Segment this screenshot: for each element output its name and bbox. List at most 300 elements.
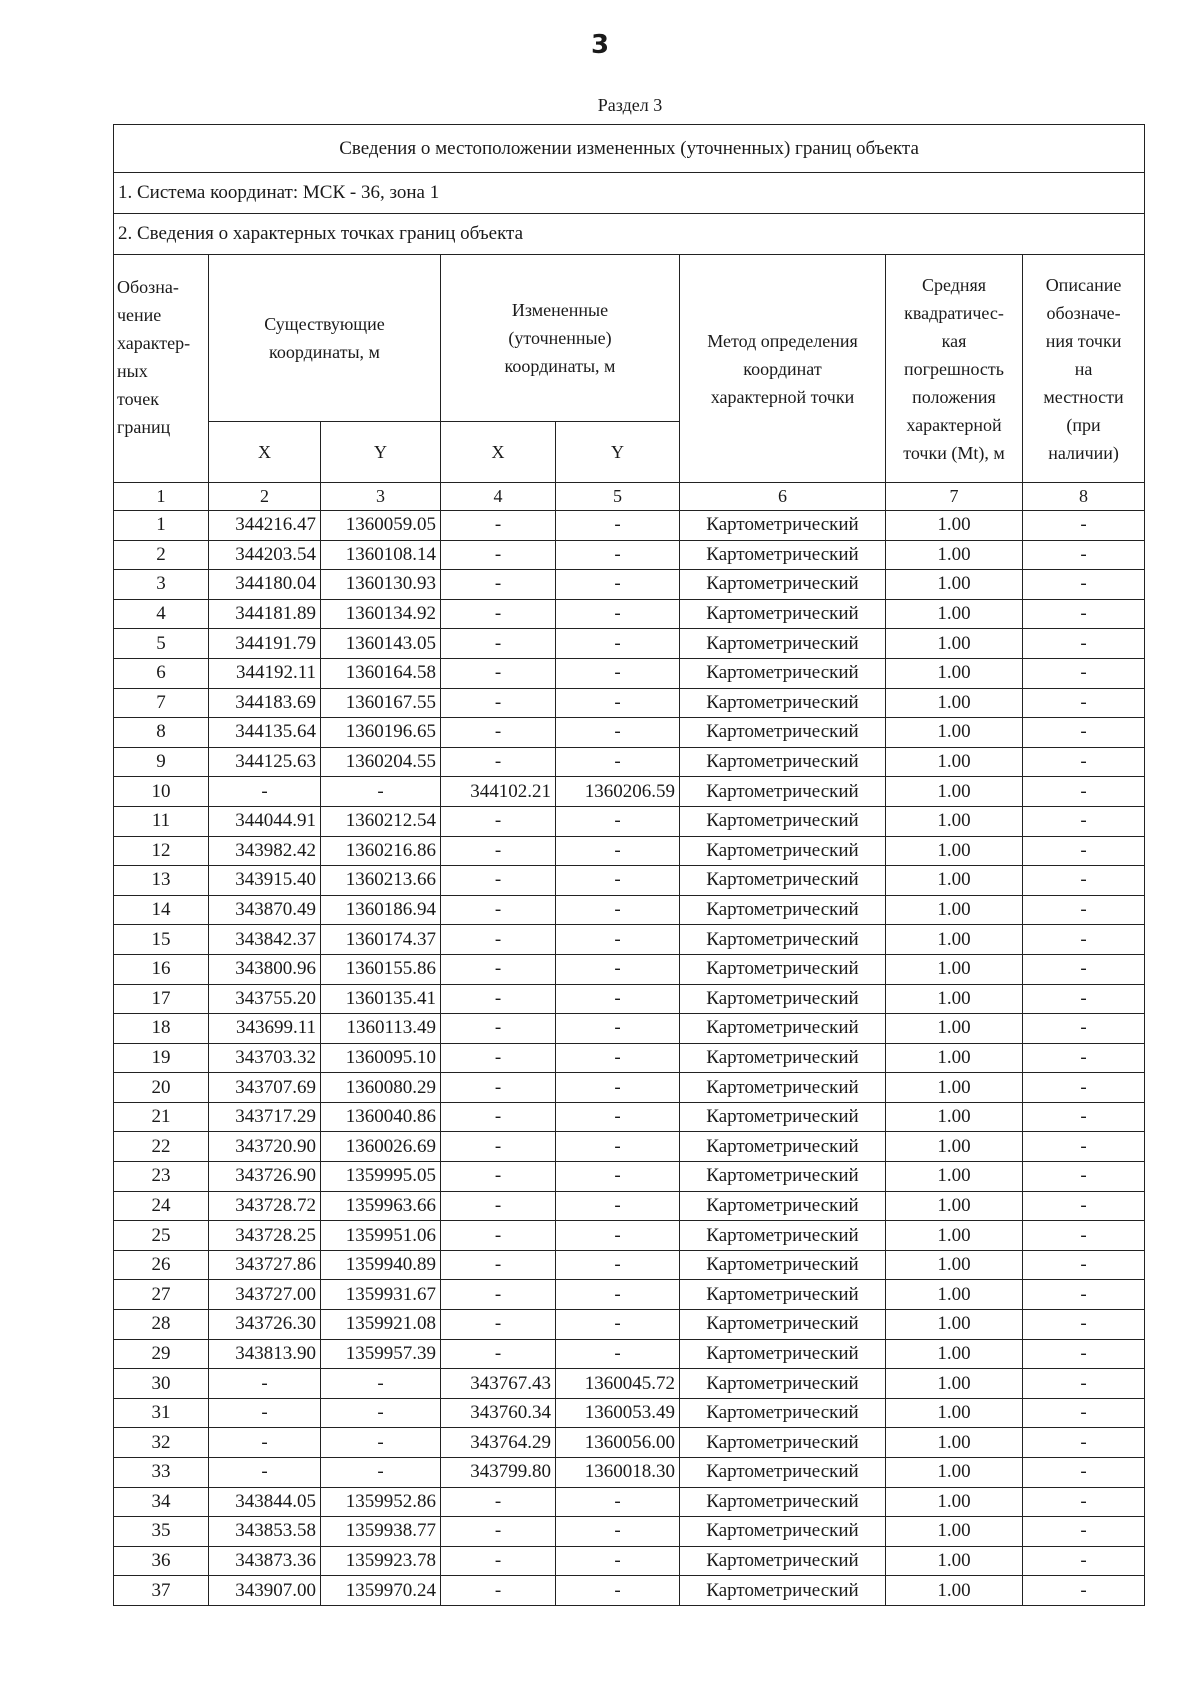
changed-y-cell: 1360206.59: [556, 777, 680, 807]
existing-y-cell: 1360113.49: [321, 1014, 441, 1044]
description-cell: -: [1023, 1280, 1145, 1310]
point-number-cell: 3: [114, 570, 209, 600]
changed-y-cell: -: [556, 540, 680, 570]
existing-y-cell: 1360059.05: [321, 511, 441, 541]
error-cell: 1.00: [886, 1310, 1023, 1340]
existing-y-cell: 1359938.77: [321, 1517, 441, 1547]
changed-y-cell: -: [556, 1310, 680, 1340]
description-cell: -: [1023, 1250, 1145, 1280]
changed-x-cell: -: [441, 806, 556, 836]
changed-x-cell: -: [441, 688, 556, 718]
header-description: Описание обозначе- ния точки на местности (при наличии): [1023, 255, 1145, 483]
table-row: [114, 866, 1145, 896]
changed-y-cell: 1360018.30: [556, 1458, 680, 1488]
description-cell: -: [1023, 1517, 1145, 1547]
point-number-cell: 9: [114, 747, 209, 777]
method-cell: Картометрический: [680, 1428, 886, 1458]
description-cell: -: [1023, 629, 1145, 659]
table-row: [114, 954, 1145, 984]
changed-y-cell: -: [556, 599, 680, 629]
header-existing-x: X: [209, 422, 321, 483]
changed-y-cell: -: [556, 1221, 680, 1251]
changed-x-cell: 344102.21: [441, 777, 556, 807]
changed-y-cell: -: [556, 1487, 680, 1517]
changed-x-cell: -: [441, 1576, 556, 1606]
existing-y-cell: 1360135.41: [321, 984, 441, 1014]
method-cell: Картометрический: [680, 1458, 886, 1488]
changed-x-cell: -: [441, 629, 556, 659]
method-cell: Картометрический: [680, 1221, 886, 1251]
error-cell: 1.00: [886, 1280, 1023, 1310]
header-changed-y: Y: [556, 422, 680, 483]
method-cell: Картометрический: [680, 1073, 886, 1103]
error-cell: 1.00: [886, 629, 1023, 659]
description-cell: -: [1023, 718, 1145, 748]
table-row: [114, 1517, 1145, 1547]
method-cell: Картометрический: [680, 1310, 886, 1340]
existing-x-cell: 344044.91: [209, 806, 321, 836]
existing-y-cell: 1360213.66: [321, 866, 441, 896]
existing-x-cell: 343728.25: [209, 1221, 321, 1251]
column-number: 4: [441, 483, 556, 511]
table-row: [114, 1339, 1145, 1369]
table-row: [114, 1280, 1145, 1310]
existing-y-cell: 1360212.54: [321, 806, 441, 836]
method-cell: Картометрический: [680, 511, 886, 541]
table-row: [114, 1310, 1145, 1340]
changed-x-cell: -: [441, 1073, 556, 1103]
point-number-cell: 31: [114, 1398, 209, 1428]
method-cell: Картометрический: [680, 984, 886, 1014]
table-row: [114, 1428, 1145, 1458]
table-row: [114, 1221, 1145, 1251]
point-number-cell: 33: [114, 1458, 209, 1488]
changed-y-cell: -: [556, 688, 680, 718]
existing-y-cell: 1359951.06: [321, 1221, 441, 1251]
table-row: [114, 777, 1145, 807]
description-cell: -: [1023, 599, 1145, 629]
existing-x-cell: 343720.90: [209, 1132, 321, 1162]
error-cell: 1.00: [886, 836, 1023, 866]
changed-x-cell: -: [441, 1102, 556, 1132]
existing-x-cell: 343813.90: [209, 1339, 321, 1369]
existing-x-cell: 344216.47: [209, 511, 321, 541]
method-cell: Картометрический: [680, 570, 886, 600]
changed-y-cell: -: [556, 984, 680, 1014]
existing-x-cell: 343717.29: [209, 1102, 321, 1132]
table-row: [114, 1162, 1145, 1192]
existing-y-cell: 1360186.94: [321, 895, 441, 925]
existing-y-cell: 1360108.14: [321, 540, 441, 570]
existing-y-cell: 1360026.69: [321, 1132, 441, 1162]
changed-y-cell: -: [556, 866, 680, 896]
point-number-cell: 27: [114, 1280, 209, 1310]
table-row: [114, 1043, 1145, 1073]
changed-x-cell: -: [441, 1043, 556, 1073]
existing-y-cell: 1359970.24: [321, 1576, 441, 1606]
point-number-cell: 19: [114, 1043, 209, 1073]
existing-y-cell: 1359957.39: [321, 1339, 441, 1369]
table-row: [114, 688, 1145, 718]
existing-x-cell: 343728.72: [209, 1191, 321, 1221]
existing-x-cell: 343800.96: [209, 954, 321, 984]
point-number-cell: 29: [114, 1339, 209, 1369]
points-info-heading: 2. Сведения о характерных точках границ объекта: [114, 214, 1145, 255]
description-cell: -: [1023, 836, 1145, 866]
header-method: Метод определения координат характерной точки: [680, 255, 886, 483]
method-cell: Картометрический: [680, 925, 886, 955]
changed-x-cell: -: [441, 511, 556, 541]
point-number-cell: 20: [114, 1073, 209, 1103]
description-cell: -: [1023, 1487, 1145, 1517]
changed-x-cell: -: [441, 1250, 556, 1280]
error-cell: 1.00: [886, 954, 1023, 984]
point-number-cell: 16: [114, 954, 209, 984]
changed-x-cell: -: [441, 836, 556, 866]
method-cell: Картометрический: [680, 954, 886, 984]
table-row: [114, 1487, 1145, 1517]
changed-x-cell: -: [441, 1132, 556, 1162]
table-row: [114, 1132, 1145, 1162]
method-cell: Картометрический: [680, 777, 886, 807]
existing-y-cell: 1359952.86: [321, 1487, 441, 1517]
error-cell: 1.00: [886, 540, 1023, 570]
existing-y-cell: -: [321, 1458, 441, 1488]
description-cell: -: [1023, 1043, 1145, 1073]
existing-y-cell: 1360204.55: [321, 747, 441, 777]
description-cell: -: [1023, 1458, 1145, 1488]
changed-y-cell: -: [556, 1250, 680, 1280]
existing-y-cell: 1360095.10: [321, 1043, 441, 1073]
existing-x-cell: 343907.00: [209, 1576, 321, 1606]
changed-x-cell: -: [441, 1221, 556, 1251]
table-row: [114, 629, 1145, 659]
existing-y-cell: -: [321, 777, 441, 807]
method-cell: Картометрический: [680, 1576, 886, 1606]
existing-y-cell: 1359923.78: [321, 1546, 441, 1576]
error-cell: 1.00: [886, 925, 1023, 955]
point-number-cell: 30: [114, 1369, 209, 1399]
description-cell: -: [1023, 570, 1145, 600]
existing-x-cell: 343915.40: [209, 866, 321, 896]
existing-y-cell: 1360164.58: [321, 658, 441, 688]
method-cell: Картометрический: [680, 1487, 886, 1517]
existing-x-cell: 344125.63: [209, 747, 321, 777]
method-cell: Картометрический: [680, 806, 886, 836]
changed-y-cell: -: [556, 1162, 680, 1192]
description-cell: -: [1023, 806, 1145, 836]
error-cell: 1.00: [886, 895, 1023, 925]
changed-y-cell: -: [556, 1043, 680, 1073]
changed-x-cell: -: [441, 1487, 556, 1517]
point-number-cell: 37: [114, 1576, 209, 1606]
changed-x-cell: -: [441, 718, 556, 748]
description-cell: -: [1023, 925, 1145, 955]
description-cell: -: [1023, 1428, 1145, 1458]
method-cell: Картометрический: [680, 629, 886, 659]
changed-y-cell: -: [556, 1102, 680, 1132]
existing-x-cell: 344180.04: [209, 570, 321, 600]
changed-x-cell: -: [441, 984, 556, 1014]
changed-x-cell: 343767.43: [441, 1369, 556, 1399]
point-number-cell: 15: [114, 925, 209, 955]
table-title: Сведения о местоположении измененных (уточненных) границ объекта: [114, 125, 1145, 173]
existing-x-cell: -: [209, 1369, 321, 1399]
column-number: 7: [886, 483, 1023, 511]
method-cell: Картометрический: [680, 1250, 886, 1280]
changed-x-cell: -: [441, 540, 556, 570]
description-cell: -: [1023, 540, 1145, 570]
table-row: [114, 984, 1145, 1014]
table-row: [114, 895, 1145, 925]
description-cell: -: [1023, 1162, 1145, 1192]
error-cell: 1.00: [886, 1221, 1023, 1251]
point-number-cell: 32: [114, 1428, 209, 1458]
description-cell: -: [1023, 1102, 1145, 1132]
point-number-cell: 22: [114, 1132, 209, 1162]
existing-y-cell: 1359921.08: [321, 1310, 441, 1340]
changed-y-cell: -: [556, 511, 680, 541]
error-cell: 1.00: [886, 1517, 1023, 1547]
changed-x-cell: -: [441, 1280, 556, 1310]
error-cell: 1.00: [886, 1073, 1023, 1103]
method-cell: Картометрический: [680, 866, 886, 896]
method-cell: Картометрический: [680, 1517, 886, 1547]
changed-x-cell: -: [441, 1339, 556, 1369]
description-cell: -: [1023, 1221, 1145, 1251]
changed-y-cell: 1360056.00: [556, 1428, 680, 1458]
section-label: Раздел 3: [597, 95, 663, 115]
point-number-cell: 35: [114, 1517, 209, 1547]
changed-x-cell: -: [441, 658, 556, 688]
description-cell: -: [1023, 895, 1145, 925]
existing-x-cell: 344191.79: [209, 629, 321, 659]
boundary-points-table: [113, 124, 1145, 1606]
existing-x-cell: -: [209, 1428, 321, 1458]
method-cell: Картометрический: [680, 836, 886, 866]
existing-x-cell: 343726.90: [209, 1162, 321, 1192]
method-cell: Картометрический: [680, 1043, 886, 1073]
column-number: 3: [321, 483, 441, 511]
existing-x-cell: 344183.69: [209, 688, 321, 718]
point-number-cell: 10: [114, 777, 209, 807]
table-row: [114, 1576, 1145, 1606]
existing-y-cell: 1360196.65: [321, 718, 441, 748]
error-cell: 1.00: [886, 1458, 1023, 1488]
point-number-cell: 36: [114, 1546, 209, 1576]
existing-x-cell: 343755.20: [209, 984, 321, 1014]
table-row: [114, 925, 1145, 955]
existing-x-cell: 344135.64: [209, 718, 321, 748]
error-cell: 1.00: [886, 1162, 1023, 1192]
existing-x-cell: 343727.86: [209, 1250, 321, 1280]
point-number-cell: 2: [114, 540, 209, 570]
error-cell: 1.00: [886, 1576, 1023, 1606]
point-number-cell: 6: [114, 658, 209, 688]
method-cell: Картометрический: [680, 658, 886, 688]
changed-y-cell: -: [556, 925, 680, 955]
error-cell: 1.00: [886, 658, 1023, 688]
changed-y-cell: -: [556, 806, 680, 836]
point-number-cell: 28: [114, 1310, 209, 1340]
description-cell: -: [1023, 747, 1145, 777]
table-row: [114, 747, 1145, 777]
changed-x-cell: -: [441, 1546, 556, 1576]
existing-y-cell: -: [321, 1398, 441, 1428]
column-number: 8: [1023, 483, 1145, 511]
table-row: [114, 806, 1145, 836]
changed-y-cell: -: [556, 718, 680, 748]
existing-y-cell: 1360040.86: [321, 1102, 441, 1132]
description-cell: -: [1023, 1014, 1145, 1044]
header-designation: Обозна- чение характер- ных точек границ: [114, 255, 209, 483]
existing-y-cell: 1360080.29: [321, 1073, 441, 1103]
changed-x-cell: 343764.29: [441, 1428, 556, 1458]
description-cell: -: [1023, 1132, 1145, 1162]
existing-y-cell: 1359995.05: [321, 1162, 441, 1192]
existing-x-cell: 343726.30: [209, 1310, 321, 1340]
error-cell: 1.00: [886, 1014, 1023, 1044]
changed-x-cell: -: [441, 954, 556, 984]
existing-y-cell: 1359940.89: [321, 1250, 441, 1280]
point-number-cell: 14: [114, 895, 209, 925]
existing-y-cell: -: [321, 1428, 441, 1458]
error-cell: 1.00: [886, 1250, 1023, 1280]
changed-y-cell: -: [556, 747, 680, 777]
error-cell: 1.00: [886, 1339, 1023, 1369]
error-cell: 1.00: [886, 1398, 1023, 1428]
table-row: [114, 1458, 1145, 1488]
description-cell: -: [1023, 1576, 1145, 1606]
changed-x-cell: -: [441, 599, 556, 629]
changed-y-cell: -: [556, 1191, 680, 1221]
changed-x-cell: -: [441, 866, 556, 896]
existing-y-cell: 1360216.86: [321, 836, 441, 866]
existing-x-cell: -: [209, 777, 321, 807]
error-cell: 1.00: [886, 599, 1023, 629]
point-number-cell: 4: [114, 599, 209, 629]
existing-x-cell: 343842.37: [209, 925, 321, 955]
table-row: [114, 1191, 1145, 1221]
table-row: [114, 718, 1145, 748]
existing-x-cell: -: [209, 1398, 321, 1428]
existing-x-cell: 344192.11: [209, 658, 321, 688]
error-cell: 1.00: [886, 984, 1023, 1014]
changed-x-cell: 343799.80: [441, 1458, 556, 1488]
error-cell: 1.00: [886, 1487, 1023, 1517]
description-cell: -: [1023, 1191, 1145, 1221]
existing-y-cell: 1360155.86: [321, 954, 441, 984]
table-row: [114, 658, 1145, 688]
existing-y-cell: 1360174.37: [321, 925, 441, 955]
existing-x-cell: 343707.69: [209, 1073, 321, 1103]
changed-y-cell: -: [556, 570, 680, 600]
header-error: Средняя квадратичес- кая погрешность положения характерной точки (Mt), м: [886, 255, 1023, 483]
point-number-cell: 12: [114, 836, 209, 866]
description-cell: -: [1023, 1398, 1145, 1428]
changed-x-cell: -: [441, 1162, 556, 1192]
error-cell: 1.00: [886, 570, 1023, 600]
existing-x-cell: 344181.89: [209, 599, 321, 629]
existing-y-cell: 1360130.93: [321, 570, 441, 600]
column-number: 6: [680, 483, 886, 511]
point-number-cell: 5: [114, 629, 209, 659]
changed-y-cell: -: [556, 1517, 680, 1547]
description-cell: -: [1023, 1073, 1145, 1103]
description-cell: -: [1023, 1339, 1145, 1369]
existing-x-cell: 343699.11: [209, 1014, 321, 1044]
changed-y-cell: 1360045.72: [556, 1369, 680, 1399]
method-cell: Картометрический: [680, 1162, 886, 1192]
existing-x-cell: 343703.32: [209, 1043, 321, 1073]
changed-y-cell: -: [556, 1132, 680, 1162]
error-cell: 1.00: [886, 1102, 1023, 1132]
table-row: [114, 511, 1145, 541]
description-cell: -: [1023, 866, 1145, 896]
existing-x-cell: 343873.36: [209, 1546, 321, 1576]
existing-x-cell: -: [209, 1458, 321, 1488]
table-row: [114, 1073, 1145, 1103]
column-number: 1: [114, 483, 209, 511]
changed-y-cell: -: [556, 1280, 680, 1310]
changed-x-cell: -: [441, 1191, 556, 1221]
table-row: [114, 1250, 1145, 1280]
method-cell: Картометрический: [680, 895, 886, 925]
table-header-block: [114, 125, 1145, 511]
table-row: [114, 1102, 1145, 1132]
table-row: [114, 1369, 1145, 1399]
changed-x-cell: -: [441, 747, 556, 777]
point-number-cell: 11: [114, 806, 209, 836]
method-cell: Картометрический: [680, 540, 886, 570]
changed-x-cell: -: [441, 570, 556, 600]
description-cell: -: [1023, 511, 1145, 541]
existing-x-cell: 344203.54: [209, 540, 321, 570]
existing-y-cell: 1360134.92: [321, 599, 441, 629]
method-cell: Картометрический: [680, 747, 886, 777]
method-cell: Картометрический: [680, 1191, 886, 1221]
changed-y-cell: -: [556, 954, 680, 984]
page-number: 3: [590, 30, 610, 60]
point-number-cell: 17: [114, 984, 209, 1014]
method-cell: Картометрический: [680, 1014, 886, 1044]
point-number-cell: 34: [114, 1487, 209, 1517]
changed-x-cell: -: [441, 925, 556, 955]
table-row: [114, 570, 1145, 600]
method-cell: Картометрический: [680, 688, 886, 718]
method-cell: Картометрический: [680, 1132, 886, 1162]
description-cell: -: [1023, 658, 1145, 688]
header-existing-y: Y: [321, 422, 441, 483]
table-row: [114, 1398, 1145, 1428]
error-cell: 1.00: [886, 1043, 1023, 1073]
changed-y-cell: 1360053.49: [556, 1398, 680, 1428]
changed-x-cell: -: [441, 1517, 556, 1547]
table-row: [114, 1546, 1145, 1576]
error-cell: 1.00: [886, 1369, 1023, 1399]
column-number: 5: [556, 483, 680, 511]
column-number-row: [114, 483, 1145, 511]
existing-x-cell: 343853.58: [209, 1517, 321, 1547]
description-cell: -: [1023, 688, 1145, 718]
description-cell: -: [1023, 1310, 1145, 1340]
table-row: [114, 599, 1145, 629]
coordinate-system: 1. Система координат: МСК - 36, зона 1: [114, 173, 1145, 214]
method-cell: Картометрический: [680, 1398, 886, 1428]
existing-x-cell: 343727.00: [209, 1280, 321, 1310]
method-cell: Картометрический: [680, 1369, 886, 1399]
header-changed-x: X: [441, 422, 556, 483]
